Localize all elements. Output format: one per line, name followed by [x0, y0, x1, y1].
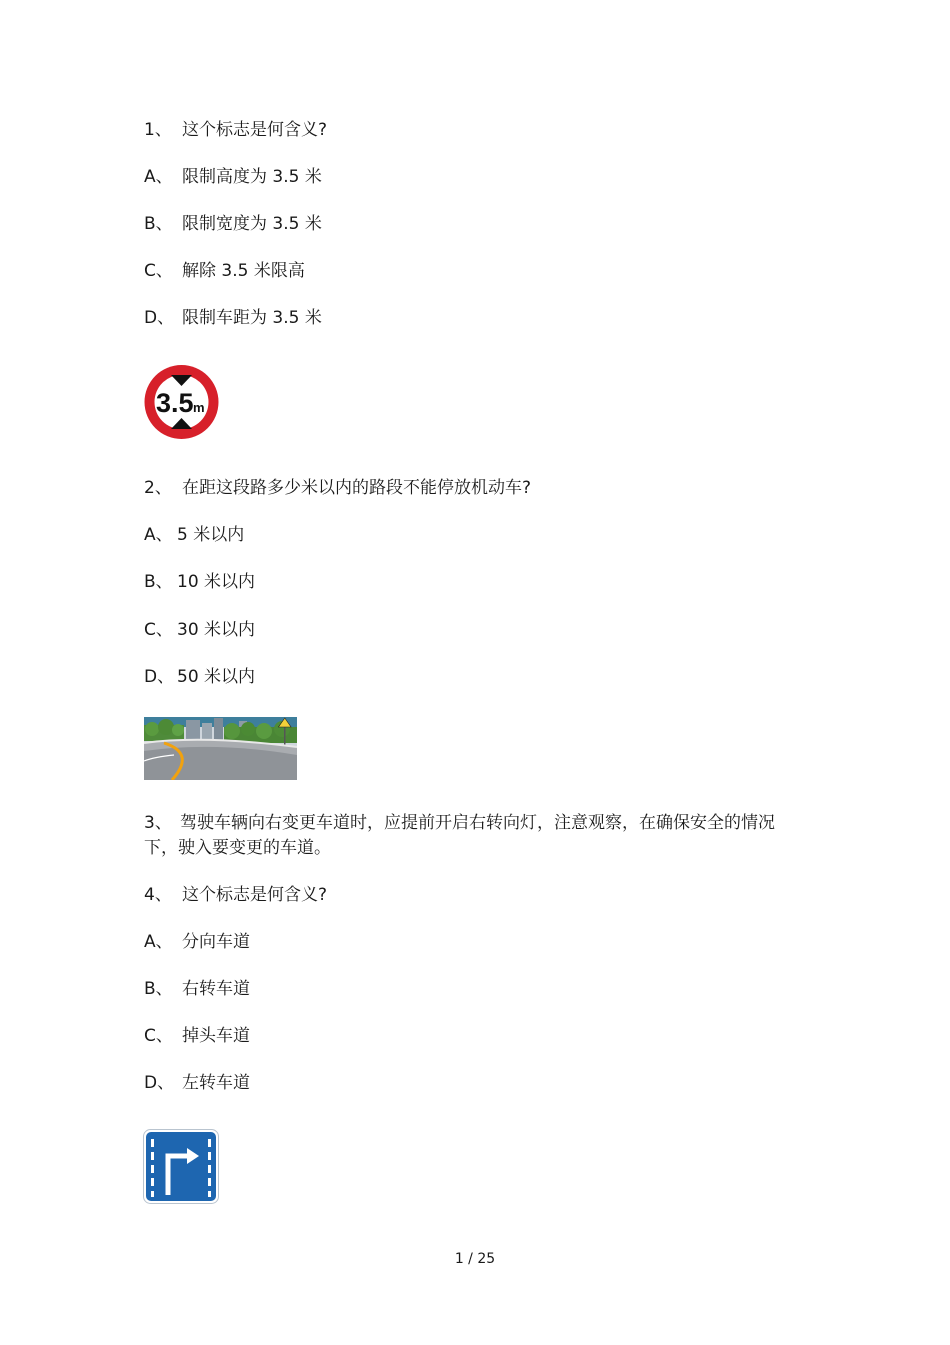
question-3 [144, 811, 784, 861]
option-4b [144, 978, 250, 1000]
question-text: 在距这段路多少米以内的路段不能停放机动车? [182, 478, 532, 498]
option-text: 10 米以内 [177, 572, 256, 592]
option-label: B、 [144, 572, 173, 592]
option-label: D、 [144, 1073, 175, 1093]
option-text: 分向车道 [182, 932, 250, 952]
option-text: 右转车道 [182, 979, 250, 999]
option-label: D、 [144, 308, 175, 328]
option-label: A、 [144, 932, 173, 952]
option-label: A、 [144, 525, 173, 545]
option-1c [144, 260, 305, 282]
option-label: C、 [144, 261, 173, 281]
option-text: 限制车距为 3.5 米 [182, 308, 322, 328]
question-text: 驾驶车辆向右变更车道时，应提前开启右转向灯，注意观察，在确保安全的情况下，驶入要变更的车道。 [144, 813, 775, 858]
option-1a [144, 166, 322, 188]
option-label: C、 [144, 1026, 173, 1046]
sign-value: 3.5 [156, 388, 194, 418]
option-text: 30 米以内 [177, 620, 256, 640]
question-2 [144, 477, 531, 499]
option-text: 掉头车道 [182, 1026, 250, 1046]
height-limit-sign-icon [143, 363, 220, 441]
question-text: 这个标志是何含义? [182, 885, 328, 905]
sign-unit: m [193, 400, 205, 415]
option-text: 解除 3.5 米限高 [182, 261, 305, 281]
option-2b [144, 571, 255, 593]
option-2c [144, 619, 255, 641]
question-number: 3、 [144, 813, 172, 833]
option-text: 左转车道 [182, 1073, 250, 1093]
option-4d [144, 1072, 250, 1094]
page-number: 1 / 25 [454, 1251, 496, 1267]
option-2a [144, 524, 244, 546]
question-number: 1、 [144, 120, 172, 140]
option-text: 5 米以内 [177, 525, 245, 545]
question-number: 2、 [144, 478, 172, 498]
option-1b [144, 213, 322, 235]
curved-road-image [144, 717, 297, 780]
option-4a [144, 931, 250, 953]
right-turn-lane-sign-icon [143, 1129, 219, 1204]
option-1d [144, 307, 322, 329]
option-label: D、 [144, 667, 175, 687]
question-4 [144, 884, 327, 906]
option-label: B、 [144, 214, 173, 234]
option-4c [144, 1025, 250, 1047]
option-text: 限制宽度为 3.5 米 [182, 214, 322, 234]
option-text: 限制高度为 3.5 米 [182, 167, 322, 187]
question-text: 这个标志是何含义? [182, 120, 328, 140]
question-1 [144, 119, 327, 141]
question-number: 4、 [144, 885, 172, 905]
option-2d [144, 666, 255, 688]
option-label: A、 [144, 167, 173, 187]
option-label: B、 [144, 979, 173, 999]
option-text: 50 米以内 [177, 667, 256, 687]
option-label: C、 [144, 620, 173, 640]
